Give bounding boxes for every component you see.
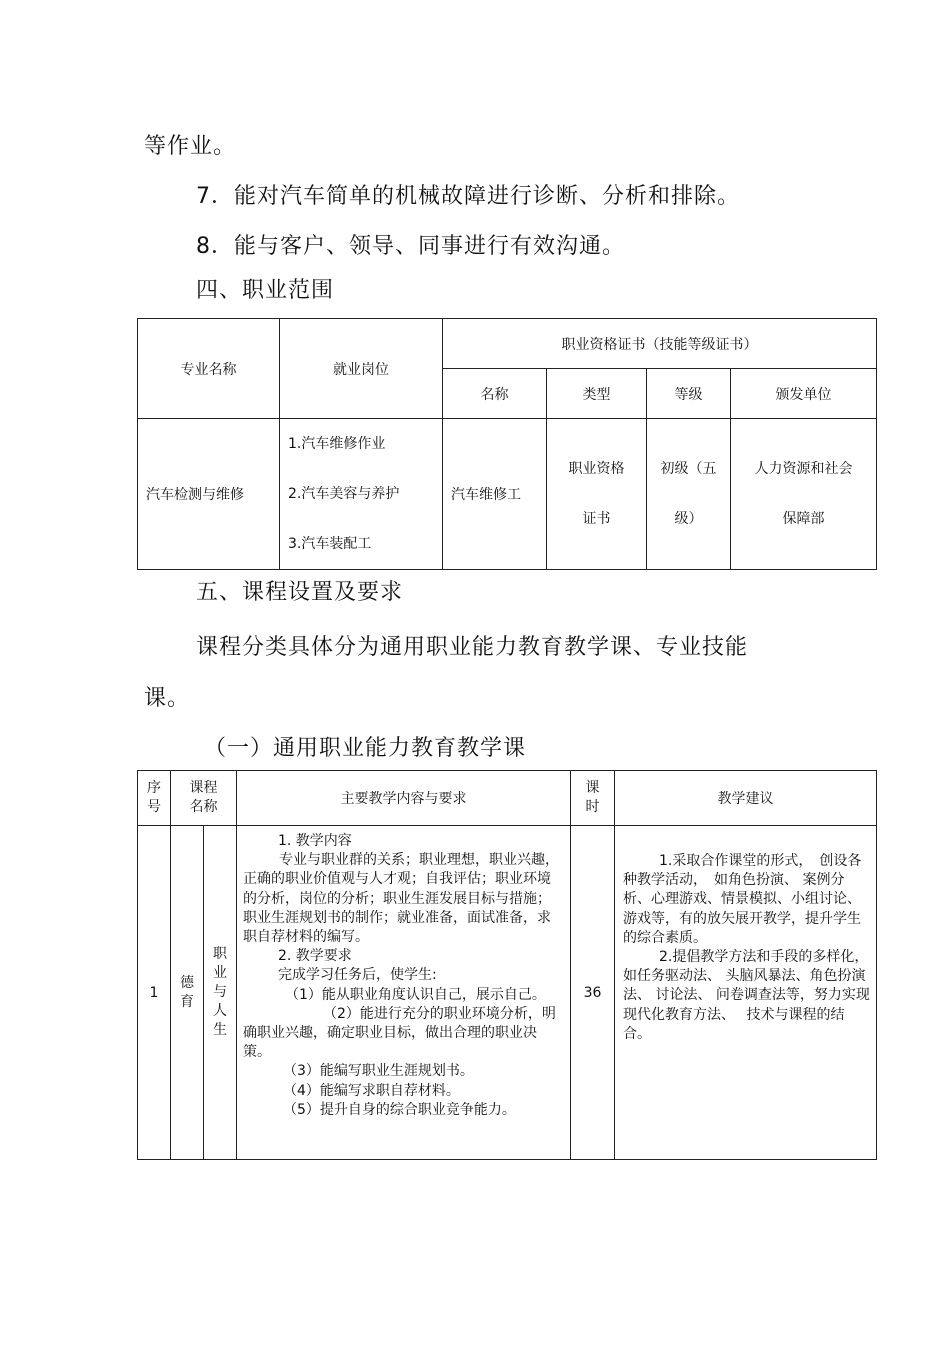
header-seq [138,771,171,826]
cell-hours: 36 [571,826,615,1160]
cell-content [237,826,571,1160]
header-post: 就业岗位 [280,319,443,419]
cell-cert-issuer [731,419,877,570]
cert-level-line: 初级（五 [660,461,717,477]
course-name-char: 生 [213,1022,227,1038]
requirement-item: （5）提升自身的综合职业竞争能力。 [283,1101,516,1118]
job-item: 2.汽车美容与养护 [288,486,400,502]
job-item: 1.汽车维修作业 [288,436,386,452]
header-seq-char: 号 [147,799,161,815]
requirement-item: （2）能进行充分的职业环境分析，明确职业兴趣，确定职业目标，做出合理的职业决策。 [243,1005,556,1061]
subsection-heading-general-courses: （一）通用职业能力教育教学课 [204,736,527,761]
cell-cert-type [547,419,647,570]
header-hours-char: 时 [585,799,600,815]
course-name-char: 人 [213,1003,227,1019]
header-hours [571,771,615,826]
requirement-intro: 完成学习任务后，使学生: [278,967,437,984]
suggestion-item: 2.提倡教学方法和手段的多样化，如任务驱动法、 头脑风暴法、角色扮演法、 讨论法、 问卷调查法等，努力实现现代化教育方法、 技术与课程的结合。 [623,949,870,1042]
cell-major: 汽车检测与维修 [138,419,280,570]
cert-issuer-line: 人力资源和社会 [754,461,853,477]
course-name-char: 职 [213,946,227,962]
header-course-name [171,771,237,826]
requirement-item: （4）能编写求职自荐材料。 [283,1082,460,1099]
header-seq-char: 序 [147,780,161,796]
section-heading-career-scope: 四、职业范围 [196,278,335,303]
header-suggestion: 教学建议 [615,771,877,826]
career-scope-table [137,318,877,570]
header-cert-type: 类型 [547,369,647,419]
cell-seq: 1 [138,826,171,1160]
section-heading-curriculum: 五、课程设置及要求 [196,580,404,605]
cert-type-line: 证书 [582,511,611,527]
course-name-char: 与 [213,984,227,1000]
header-cert-level: 等级 [647,369,731,419]
content-text: 专业与职业群的关系；职业理想，职业兴趣，正确的职业价值观与人才观；自我评估；职业环境的分析，岗位的分析；职业生涯发展目标与措施；职业生涯规划书的制作；就业准备，面试准备，求职自荐材料的编写。 [243,852,559,946]
cell-jobs [280,419,443,570]
requirement-item: （3）能编写职业生涯规划书。 [283,1063,474,1080]
job-item: 3.汽车装配工 [288,536,372,552]
header-course-line: 名称 [189,799,218,815]
ability-item-8: 8．能与客户、领导、同事进行有效沟通。 [196,234,625,259]
general-course-table [137,770,877,1160]
curriculum-intro: 课程分类具体分为通用职业能力教育教学课、专业技能 [196,635,749,660]
content-heading: 1. 教学内容 [278,833,352,849]
course-name-char: 业 [213,965,227,981]
category-char: 育 [180,993,194,1010]
requirement-heading: 2. 教学要求 [278,948,352,965]
cell-cert-name: 汽车维修工 [443,419,547,570]
category-char: 德 [180,974,194,991]
cert-level-line: 级） [674,511,703,527]
cert-issuer-line: 保障部 [782,511,825,527]
header-cert-issuer: 颁发单位 [731,369,877,419]
cell-category [171,826,204,1160]
cert-type-line: 职业资格 [568,461,625,477]
requirement-item: （1）能从职业角度认识自己，展示自己。 [285,986,546,1003]
header-hours-char: 课 [585,780,600,796]
header-course-line: 课程 [189,780,218,796]
ability-item-7: 7．能对汽车简单的机械故障进行诊断、分析和排除。 [196,184,740,209]
curriculum-intro-continuation: 课。 [144,686,191,711]
header-cert-name: 名称 [443,369,547,419]
header-major: 专业名称 [138,319,280,419]
paragraph-continuation: 等作业。 [144,134,237,159]
header-certificate-group: 职业资格证书（技能等级证书） [443,319,877,369]
cell-suggestion [615,826,877,1160]
cell-course-name [204,826,237,1160]
header-content: 主要教学内容与要求 [237,771,571,826]
cell-cert-level [647,419,731,570]
suggestion-item: 1.采取合作课堂的形式， 创设各种教学活动， 如角色扮演、 案例分析、心理游戏、情景模拟、小组讨论、游戏等，有的放矢展开教学，提升学生的综合素质。 [623,853,862,946]
